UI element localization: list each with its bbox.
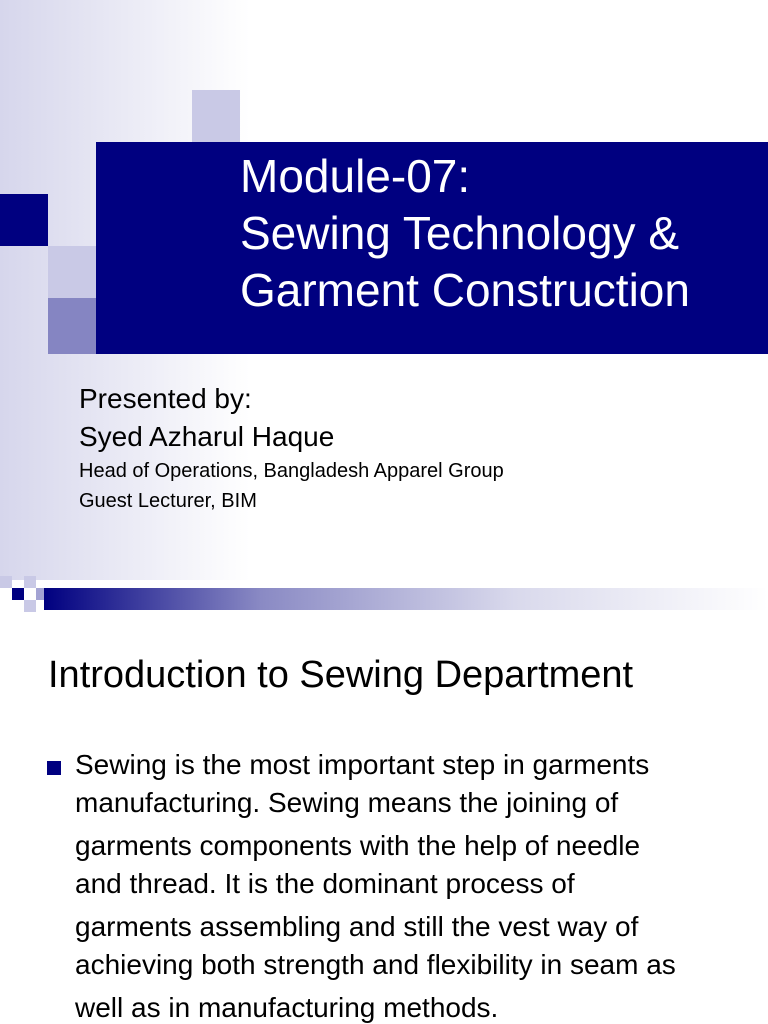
gradient-bar <box>44 588 768 610</box>
title-line: Garment Construction <box>240 264 690 316</box>
title-line: Module-07: <box>240 150 471 202</box>
bullet-line: Sewing is the most important step in garments <box>75 749 650 780</box>
title-line: Sewing Technology & <box>240 207 679 259</box>
deco-pixel <box>0 576 12 588</box>
presenter-name: Syed Azharul Haque <box>79 421 335 452</box>
slide-heading: Introduction to Sewing Department <box>48 654 634 696</box>
slide-title <box>240 148 760 319</box>
bullet-line: manufacturing. Sewing means the joining of <box>75 787 619 818</box>
bullet-line: well as in manufacturing methods. <box>75 992 499 1023</box>
content-slide <box>0 612 768 1024</box>
bullet-marker <box>47 761 61 775</box>
presenter-role: Guest Lecturer, BIM <box>79 490 257 512</box>
deco-pixel <box>24 576 36 588</box>
bullet-line: garments assembling and still the vest way of <box>75 911 639 942</box>
presenter-block <box>79 380 504 516</box>
presenter-role: Head of Operations, Bangladesh Apparel Group <box>79 460 504 482</box>
bullet-paragraph <box>75 746 755 1024</box>
deco-square <box>48 246 96 298</box>
deco-pixel <box>12 588 24 600</box>
deco-square <box>48 298 96 354</box>
bullet-line: achieving both strength and flexibility in seam as <box>75 949 676 980</box>
bullet-line: garments components with the help of needle <box>75 830 641 861</box>
deco-square <box>192 90 240 142</box>
deco-pixel <box>24 600 36 612</box>
bullet-line: and thread. It is the dominant process of <box>75 868 575 899</box>
deco-square <box>0 194 48 246</box>
presented-by-label: Presented by: <box>79 383 252 414</box>
